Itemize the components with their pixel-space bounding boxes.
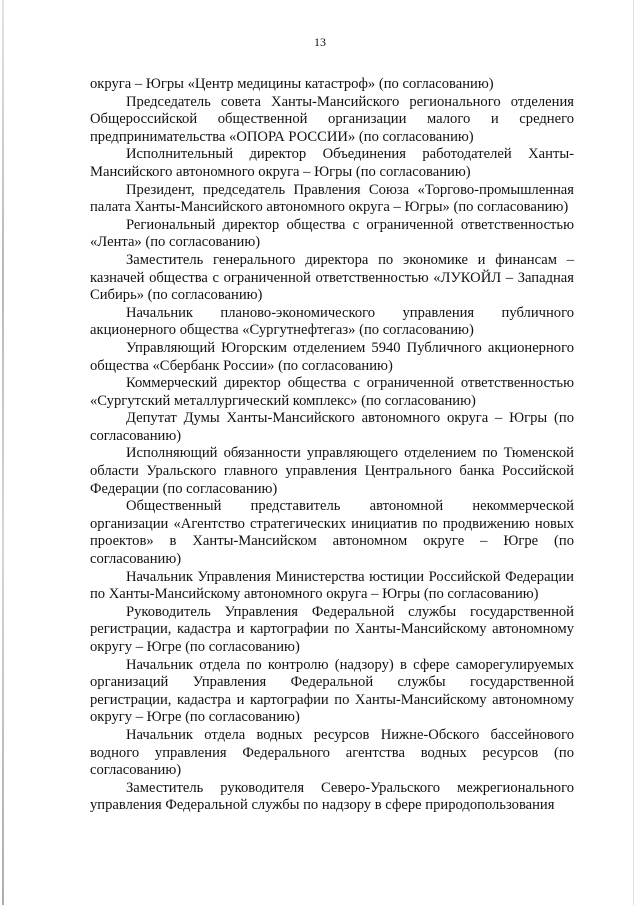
paragraph: Председатель совета Ханты-Мансийского регионального отделения Общероссийской общественной организации малого и среднего предпринимательства «ОПОРА РОССИИ» (по согласованию) <box>90 93 574 145</box>
scan-edge-left <box>2 0 4 905</box>
paragraph: Начальник отдела водных ресурсов Нижне-Обского бассейнового водного управления Федерального агентства водных ресурсов (по согласованию) <box>90 726 574 779</box>
paragraph: Коммерческий директор общества с ограниченной ответственностью «Сургутский металлургический комплекс» (по согласованию) <box>90 375 574 409</box>
document-body <box>90 76 574 815</box>
paragraph: Начальник отдела по контролю (надзору) в сфере саморегулируемых организаций Управления Федеральной службы государственной регистрации, кадастра и картографии по Ханты-Мансийскому автономному округу – Югре (по согласованию) <box>90 656 574 726</box>
paragraph: Исполнительный директор Объединения работодателей Ханты-Мансийского автономного округа – Югры (по согласованию) <box>90 146 574 180</box>
paragraph: Заместитель руководителя Северо-Уральского межрегионального управления Федеральной службы по надзору в сфере природопользования <box>90 779 574 814</box>
paragraph: Управляющий Югорским отделением 5940 Публичного акционерного общества «Сбербанк России» (по согласованию) <box>90 339 574 374</box>
paragraph: Начальник планово-экономического управления публичного акционерного общества «Сургутнефтегаз» (по согласованию) <box>90 304 574 339</box>
page-number: 13 <box>314 35 326 49</box>
paragraph: Исполняющий обязанности управляющего отделением по Тюменской области Уральского главного управления Центрального банка Российской Федерации (по согласованию) <box>90 445 574 497</box>
paragraph: Руководитель Управления Федеральной службы государственной регистрации, кадастра и картографии по Ханты-Мансийскому автономному округу – Югре (по согласованию) <box>90 603 574 655</box>
paragraph: округа – Югры «Центр медицины катастроф» (по согласованию) <box>90 76 494 92</box>
paragraph: Общественный представитель автономной некоммерческой организации «Агентство стратегических инициатив по продвижению новых проектов» в Ханты-Мансийском автономном округе – Югре (по согласованию) <box>90 498 574 568</box>
paragraph: Начальник Управления Министерства юстиции Российской Федерации по Ханты-Мансийскому автономного округа – Югры (по согласованию) <box>90 568 574 603</box>
paragraph: Региональный директор общества с ограниченной ответственностью «Лента» (по согласованию) <box>90 216 574 251</box>
scan-edge-right <box>633 0 634 905</box>
paragraph: Депутат Думы Ханты-Мансийского автономного округа – Югры (по согласованию) <box>90 410 574 444</box>
paragraph: Президент, председатель Правления Союза «Торгово-промышленная палата Ханты-Мансийского автономного округа – Югры» (по согласованию) <box>90 181 574 216</box>
paragraph: Заместитель генерального директора по экономике и финансам – казначей общества с ограниченной ответственностью «ЛУКОЙЛ – Западная Сибирь» (по согласованию) <box>90 251 574 304</box>
